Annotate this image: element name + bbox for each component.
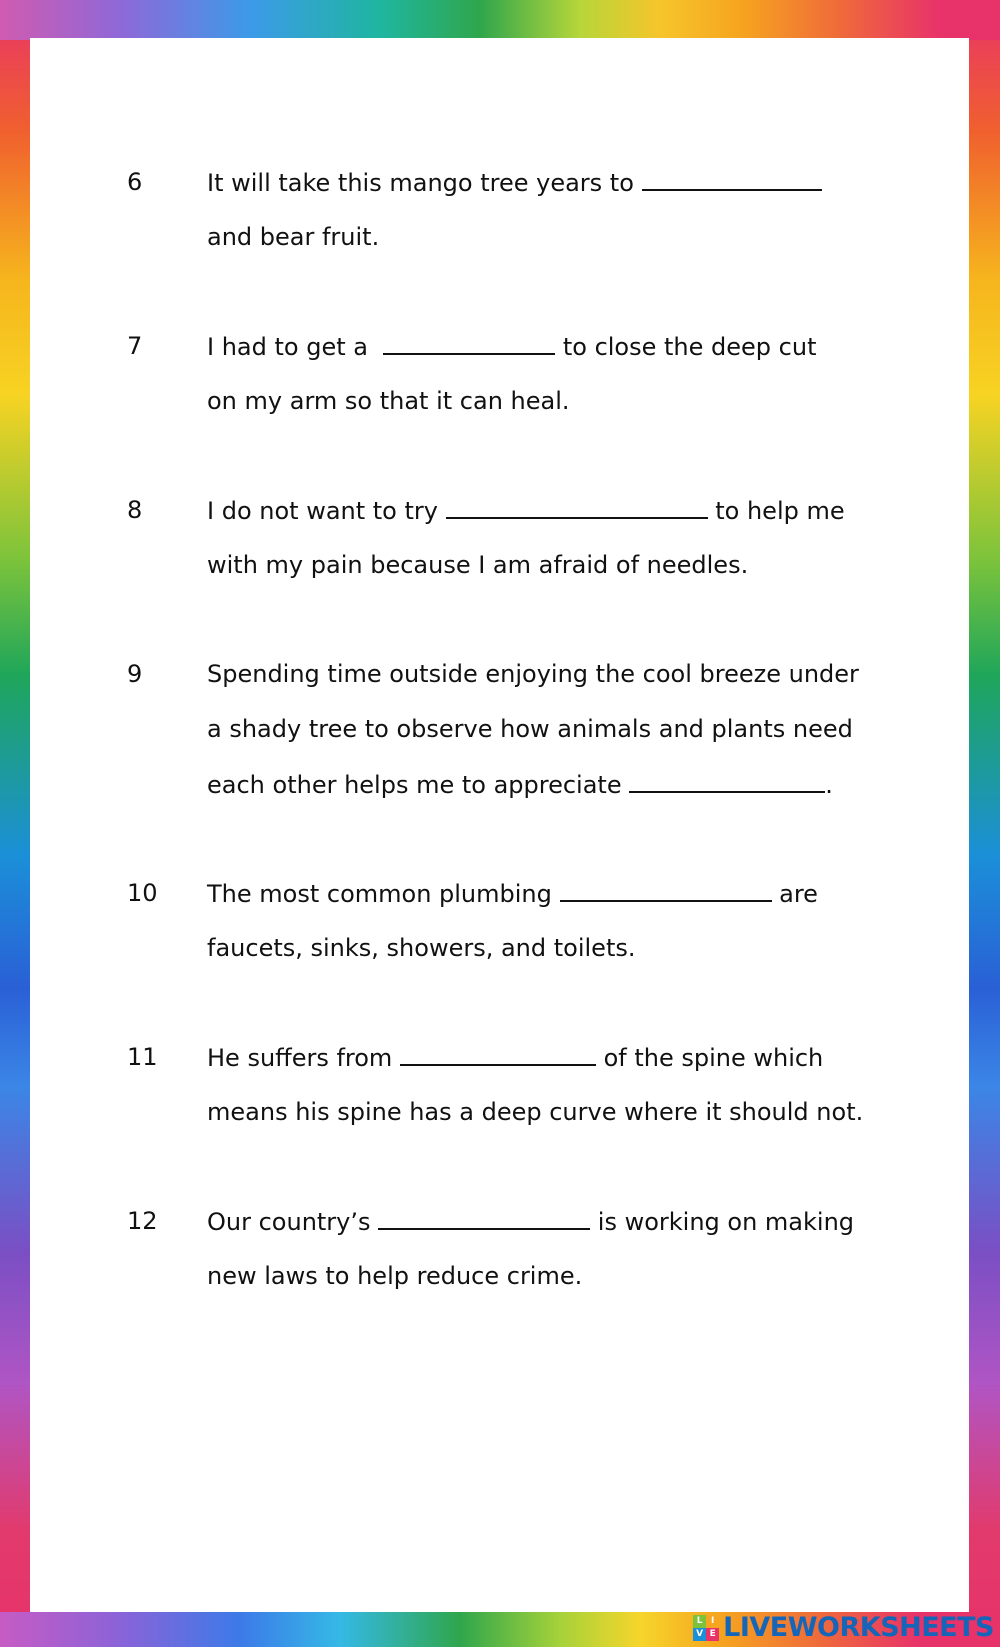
liveworksheets-logo[interactable] <box>693 1612 994 1643</box>
answer-blank[interactable] <box>383 331 555 355</box>
question-text-line-3: each other helps me to appreciate . <box>207 771 833 799</box>
question-number: 12 <box>127 1207 158 1235</box>
worksheet-page <box>30 38 969 1612</box>
rainbow-border-top <box>0 0 1000 40</box>
question-text-line-2: means his spine has a deep curve where it should not. <box>207 1098 864 1126</box>
answer-blank[interactable] <box>378 1206 590 1230</box>
question-text-line-1: I do not want to try to help me <box>207 497 845 525</box>
question-number: 6 <box>127 168 143 196</box>
question-text-line-2: faucets, sinks, showers, and toilets. <box>207 934 636 962</box>
question-text-line-1: Spending time outside enjoying the cool breeze under <box>207 660 859 688</box>
liveworksheets-logo-icon: L I V E <box>693 1615 719 1641</box>
question-text-line-2: and bear fruit. <box>207 223 380 251</box>
question-text-line-1: It will take this mango tree years to <box>207 167 822 198</box>
answer-blank[interactable] <box>446 495 708 519</box>
question-text-line-2: on my arm so that it can heal. <box>207 387 570 415</box>
answer-blank[interactable] <box>629 769 825 793</box>
question-text-line-1: I had to get a to close the deep cut <box>207 333 817 361</box>
question-text-line-2: with my pain because I am afraid of needles. <box>207 551 749 579</box>
answer-blank[interactable] <box>642 167 822 191</box>
question-number: 7 <box>127 332 143 360</box>
question-text-line-2: a shady tree to observe how animals and plants need <box>207 715 853 743</box>
answer-blank[interactable] <box>560 878 772 902</box>
question-number: 8 <box>127 496 143 524</box>
question-number: 11 <box>127 1043 158 1071</box>
question-number: 9 <box>127 660 143 688</box>
question-text-line-1: The most common plumbing are <box>207 880 818 908</box>
liveworksheets-logo-text: LIVEWORKSHEETS <box>723 1612 994 1643</box>
question-text-line-2: new laws to help reduce crime. <box>207 1262 583 1290</box>
answer-blank[interactable] <box>400 1042 596 1066</box>
question-number: 10 <box>127 879 158 907</box>
question-text-line-1: Our country’s is working on making <box>207 1208 855 1236</box>
question-text-line-1: He suffers from of the spine which <box>207 1044 824 1072</box>
